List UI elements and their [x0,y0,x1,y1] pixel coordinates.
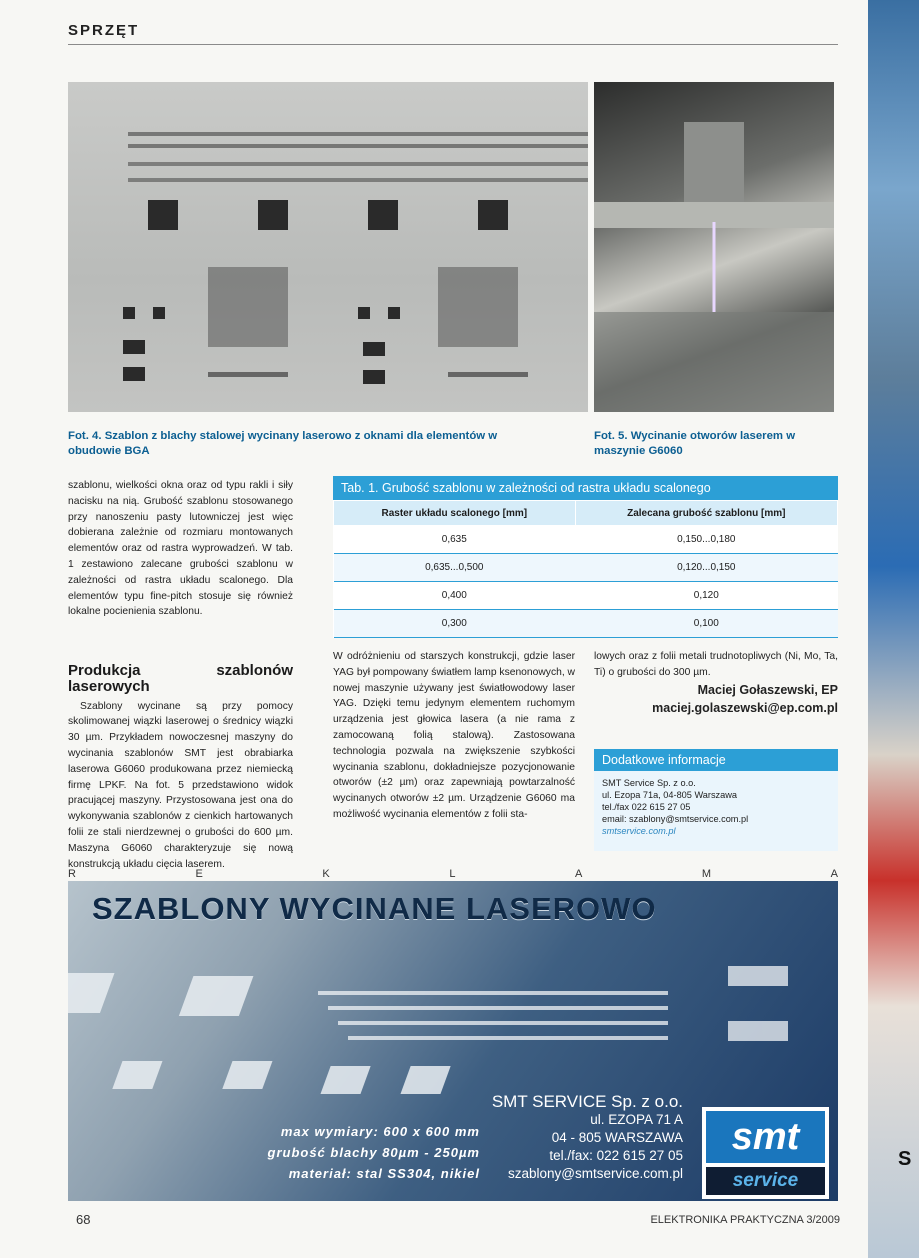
column1-section [68,663,293,872]
next-page-edge [868,0,919,1258]
laser-machine-drawing [594,82,834,412]
column1-paragraph2: Szablony wycinane są przy pomocy skolimowanej wiązki laserowej o średnicy wiązki 30 µm. Przykładem nowoczesnej maszyny do wycinania szablonów SMT jest obrabiarka laserowa G6060 produkowana przez niemiecką firmę LPKF. Na fot. 5 przedstawiono widok pracującej maszyny. Przystosowana jest ona do wykonywania szablonów z cienkich hartowanych folii ze stali nierdzewnej o grubości do 600 µm. Maszyna G6060 charakteryzuje się nową konstrukcją układu cięcia laserem. [68,700,293,870]
reklama-letter: M [701,868,712,880]
laser-machine-photo [594,82,834,412]
ad-company-name: SMT SERVICE Sp. z o.o. [491,1092,683,1111]
ad-company-info [458,1093,683,1183]
author-block [594,681,838,717]
info-box [594,749,838,851]
stencil-drawing [68,82,588,412]
table-title: Tab. 1. Grubość szablonu w zależności od rastra układu scalonego [333,476,838,500]
table-header: Zalecana grubość szablonu [mm] [575,501,837,526]
ad-specs [208,1121,480,1184]
ad-street: ul. EZOPA 71 A [590,1112,683,1127]
table-cell: 0,120 [575,582,837,610]
info-body [594,771,838,843]
reklama-letter: A [575,868,583,880]
ad-email[interactable]: szablony@smtservice.com.pl [507,1166,683,1181]
table-cell: 0,100 [575,610,837,638]
ad-spec: grubość blachy 80µm - 250µm [267,1145,480,1160]
info-phone: tel./fax 022 615 27 05 [602,802,691,812]
smt-logo [702,1107,829,1199]
section-header: SPRZĘT [68,22,140,39]
page-number: 68 [76,1212,91,1227]
logo-top: smt [706,1111,825,1163]
table-cell: 0,300 [334,610,576,638]
reklama-letter: A [830,868,838,880]
caption-fot5: Fot. 5. Wycinanie otworów laserem w maszynie G6060 [594,430,796,457]
reklama-letter: E [195,868,203,880]
column1-paragraph: szablonu, wielkości okna oraz od typu rakli i siły nacisku na nią. Grubość szablonu stosowanego przy nanoszeniu pasty lutowniczej jest więc dobierana zależnie od rozmiaru montowanych elementów oraz od rastra wyprowadzeń. W tab. 1 zestawiono zalecane grubości szablonu w zależności od rastra układu scalonego. Dla elementów typu fine-pitch stosuje się również lokalne pocienienia szablonu. [68,480,293,618]
ad-city: 04 - 805 WARSZAWA [551,1130,683,1145]
column3 [594,649,838,717]
logo-bottom: service [706,1167,825,1195]
table-cell: 0,635 [334,526,576,554]
ad-headline: SZABLONY WYCINANE LASEROWO [92,891,657,926]
table-cell: 0,150...0,180 [575,526,837,554]
author-name: Maciej Gołaszewski, EP [697,682,838,697]
info-email[interactable]: email: szablony@smtservice.com.pl [602,814,749,824]
table-cell: 0,120...0,150 [575,554,837,582]
ad-phone: tel./fax: 022 615 27 05 [549,1148,683,1163]
stencil-photo [68,82,588,412]
header-rule [68,44,838,45]
edge-letter: S [898,1148,912,1170]
reklama-letter: K [322,868,330,880]
info-company: SMT Service Sp. z o.o. [602,778,696,788]
table-row [334,610,838,638]
ad-spec: max wymiary: 600 x 600 mm [280,1124,480,1139]
info-address: ul. Ezopa 71a, 04-805 Warszawa [602,790,737,800]
ad-spec: materiał: stal SS304, nikiel [288,1166,480,1181]
table-cell: 0,635...0,500 [334,554,576,582]
table-row [334,582,838,610]
table-grid [333,500,838,638]
author-email[interactable]: maciej.golaszewski@ep.com.pl [652,700,838,715]
reklama-letter: L [449,868,456,880]
caption-fot4: Fot. 4. Szablon z blachy stalowej wycinany laserowo z oknami dla elementów w obudowie BGA [68,430,498,457]
table-header: Raster układu scalonego [mm] [334,501,576,526]
advertisement [68,881,838,1201]
column2-paragraph: W odróżnieniu od starszych konstrukcji, gdzie laser YAG był pompowany światłem lamp ksenonowych, w nowej maszynie używany jest światłowodowy laser YAG. Dzięki temu jedynym elementem ruchomym urządzenia jest głowica lasera (a nie rama z zamocowaną folią stalową). Zastosowana technologia pozwala na zwiększenie szybkości wycinania szablonu, dokładniejsze pozycjonowanie otworów (±2 µm) oraz zapewniają powtarzalność wycinanych otworów ±2 µm. Urządzenie G6060 ma możliwość wycinania elementów z folii sta- [333,651,575,820]
table-row [334,554,838,582]
info-title: Dodatkowe informacje [594,749,838,771]
table-cell: 0,400 [334,582,576,610]
table-row [334,526,838,554]
thickness-table [333,476,838,628]
section-heading: Produkcja szablonów laserowych [68,662,293,695]
reklama-label [68,868,838,880]
info-url[interactable]: smtservice.com.pl [602,826,676,836]
reklama-letter: R [68,868,76,880]
journal-name: ELEKTRONIKA PRAKTYCZNA 3/2009 [650,1214,840,1226]
column3-paragraph: lowych oraz z folii metali trudnotopliwych (Ni, Mo, Ta, Ti) o grubości do 300 µm. [594,651,838,678]
